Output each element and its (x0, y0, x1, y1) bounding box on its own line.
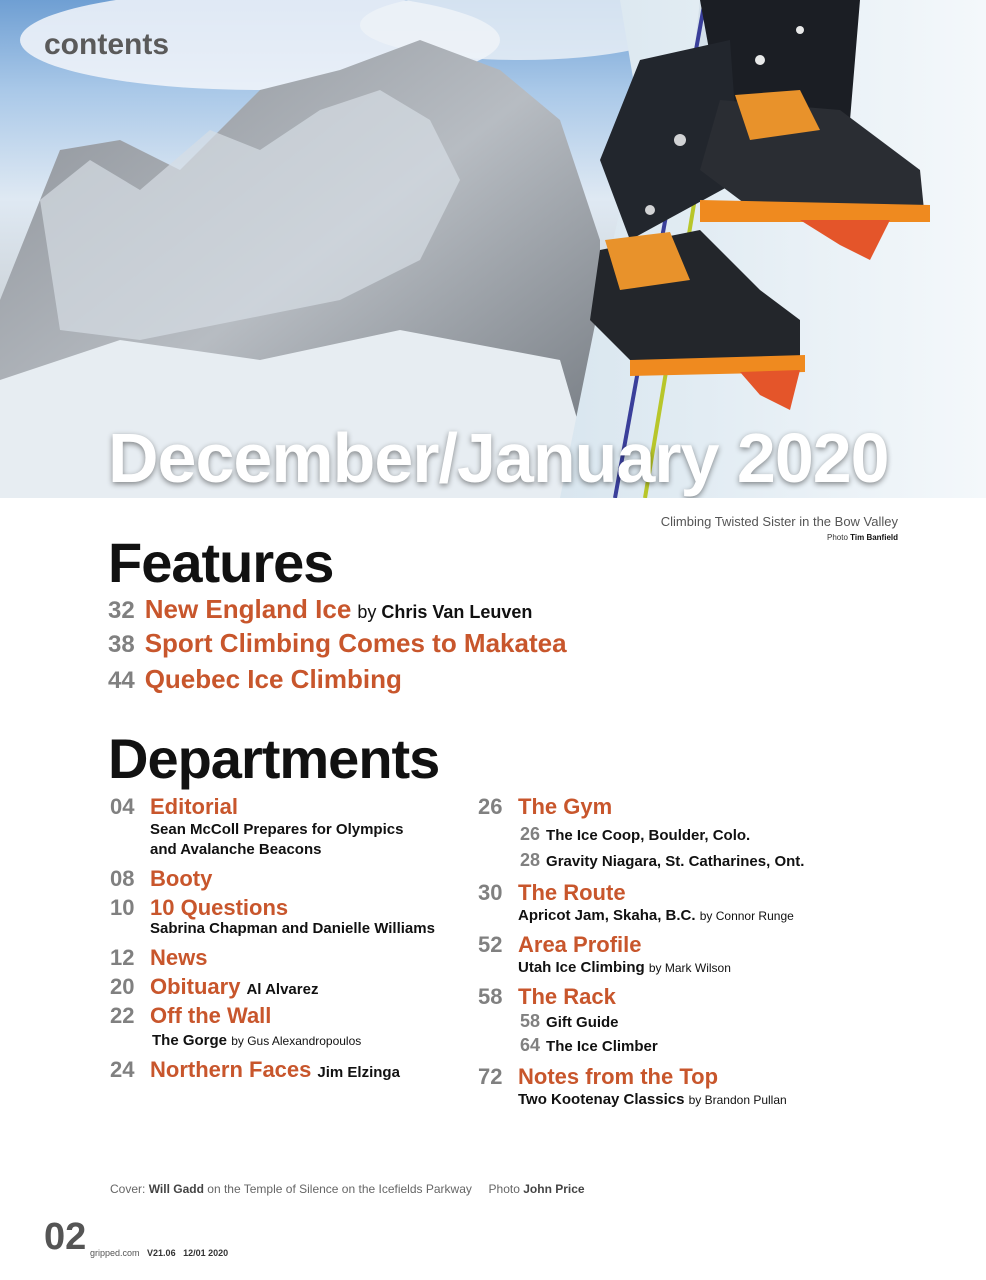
department-page: 12 (110, 945, 135, 970)
department-sub-text: Apricot Jam, Skaha, B.C. (518, 907, 696, 924)
department-sub-text: Utah Ice Climbing (518, 959, 645, 976)
department-area-profile[interactable] (478, 932, 898, 958)
photo-caption-block (661, 514, 898, 542)
department-obituary[interactable] (110, 974, 470, 1003)
issue-date: 12/01 2020 (183, 1248, 229, 1258)
department-sub-page: 26 (520, 824, 541, 844)
department-title: News (150, 945, 208, 970)
department-10-questions[interactable] (110, 895, 470, 919)
department-page: 08 (110, 866, 135, 891)
cover-photo (0, 0, 986, 498)
department-the-gym[interactable] (478, 794, 898, 822)
department-title: 10 Questions (150, 895, 289, 920)
department-page: 10 (110, 895, 135, 920)
photo-caption: Climbing Twisted Sister in the Bow Valley (660, 514, 898, 529)
feature-item[interactable] (108, 664, 402, 695)
department-title: Booty (150, 866, 213, 891)
feature-title: New England Ice (144, 594, 352, 624)
department-page: 72 (478, 1064, 503, 1089)
department-inline-author: Al Alvarez (246, 981, 319, 998)
department-subtitle: Sabrina Chapman and Danielle Williams (150, 920, 435, 937)
issue-title: December/January 2020 (108, 419, 889, 497)
department-sub-text: Gift Guide (546, 1014, 619, 1031)
feature-page: 38 (108, 631, 135, 658)
department-sub-text: The Gorge (152, 1032, 228, 1049)
department-title: The Route (518, 880, 626, 905)
volume: V21.06 (147, 1248, 176, 1258)
cover-photo-name: John Price (523, 1182, 585, 1196)
department-title: The Gym (518, 794, 613, 819)
cover-credit (110, 1182, 585, 1196)
department-subtitle (518, 1090, 898, 1110)
page-meta (90, 1248, 228, 1258)
department-sub-page: 28 (520, 850, 541, 870)
department-subtitle (152, 1031, 470, 1051)
feature-page: 32 (108, 597, 135, 624)
department-by: by Mark Wilson (648, 961, 731, 975)
department-subtitle: Sean McColl Prepares for Olympics (150, 821, 404, 838)
department-sub-page: 64 (520, 1035, 541, 1055)
cover-photo-prefix: Photo (488, 1182, 520, 1196)
department-page: 58 (478, 984, 503, 1009)
department-subtitle (518, 958, 898, 978)
department-the-route[interactable] (478, 880, 898, 906)
photo-credit (661, 533, 898, 542)
department-sub-text: The Ice Climber (546, 1038, 658, 1055)
department-sub-item[interactable] (520, 1034, 898, 1058)
department-sub-item[interactable] (520, 1010, 898, 1034)
department-title: Northern Faces (150, 1057, 312, 1082)
department-northern-faces[interactable] (110, 1057, 470, 1085)
department-title: Area Profile (518, 932, 642, 957)
page-number: 02 (44, 1216, 87, 1258)
department-notes-from-the-top[interactable] (478, 1064, 898, 1090)
department-sub-item[interactable] (520, 822, 898, 848)
features-heading: Features (108, 531, 334, 594)
cover-name: Will Gadd (148, 1182, 204, 1196)
department-page: 24 (110, 1057, 135, 1082)
departments-left-column (110, 794, 470, 1085)
site-name: gripped.com (90, 1248, 140, 1258)
department-news[interactable] (110, 945, 470, 974)
feature-title: Sport Climbing Comes to Makatea (144, 628, 567, 658)
department-page: 30 (478, 880, 503, 905)
photo-credit-prefix: Photo (827, 533, 848, 542)
department-sub-item[interactable] (520, 848, 898, 874)
department-editorial[interactable] (110, 794, 470, 820)
feature-author: Chris Van Leuven (381, 602, 533, 622)
department-page: 04 (110, 794, 135, 819)
department-page: 52 (478, 932, 503, 957)
department-the-rack[interactable] (478, 984, 898, 1010)
feature-item[interactable] (108, 594, 532, 625)
department-by: by Gus Alexandropoulos (231, 1034, 362, 1048)
department-page: 20 (110, 974, 135, 999)
department-by: by Connor Runge (699, 909, 794, 923)
department-subtitle: and Avalanche Beacons (150, 841, 322, 858)
department-title: Off the Wall (150, 1003, 272, 1028)
cover-prefix: Cover: (110, 1182, 146, 1196)
department-title: Notes from the Top (518, 1064, 719, 1089)
department-title: The Rack (518, 984, 616, 1009)
department-title: Editorial (150, 794, 239, 819)
department-sub-page: 58 (520, 1011, 541, 1031)
department-off-the-wall[interactable] (110, 1003, 470, 1031)
departments-heading: Departments (108, 727, 440, 790)
feature-by: by (357, 602, 377, 622)
section-label: contents (44, 28, 170, 61)
department-page: 22 (110, 1003, 135, 1028)
feature-item[interactable] (108, 628, 567, 659)
department-sub-text: The Ice Coop, Boulder, Colo. (546, 827, 751, 844)
department-title: Obituary (150, 974, 241, 999)
department-booty[interactable] (110, 866, 470, 895)
photo-credit-name: Tim Banfield (850, 533, 898, 542)
department-inline-author: Jim Elzinga (317, 1064, 400, 1081)
departments-right-column (478, 794, 898, 1110)
department-sub-text: Gravity Niagara, St. Catharines, Ont. (546, 853, 805, 870)
department-subtitle (518, 906, 898, 926)
feature-page: 44 (108, 667, 135, 694)
feature-title: Quebec Ice Climbing (144, 664, 402, 694)
department-page: 26 (478, 794, 503, 819)
cover-text: on the Temple of Silence on the Icefields Parkway (207, 1182, 472, 1196)
department-by: by Brandon Pullan (688, 1093, 787, 1107)
department-sub-text: Two Kootenay Classics (518, 1091, 685, 1108)
